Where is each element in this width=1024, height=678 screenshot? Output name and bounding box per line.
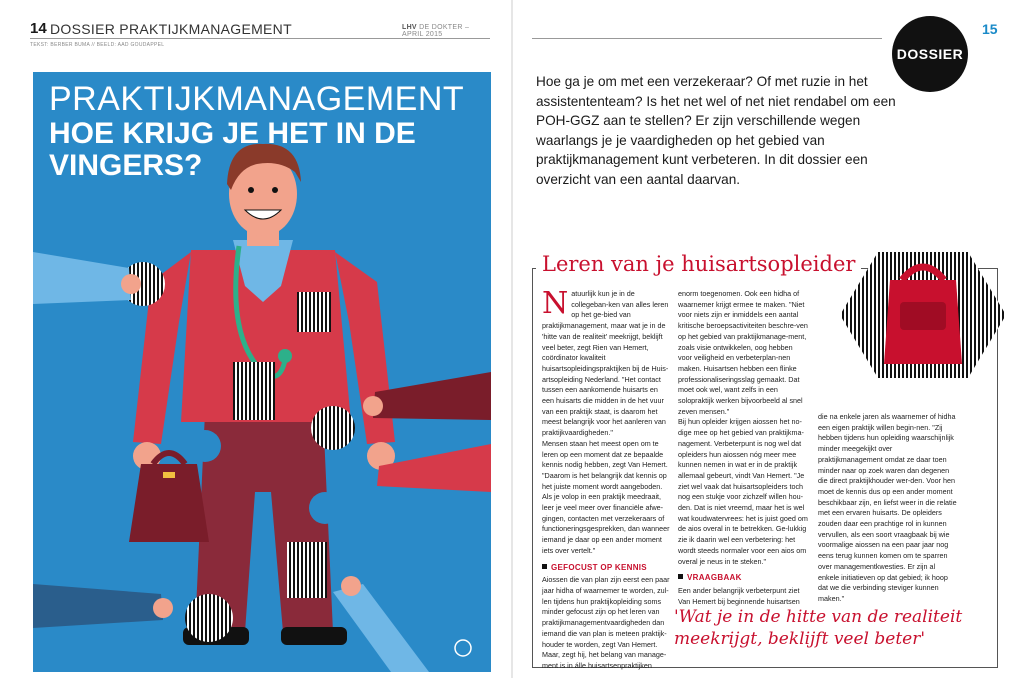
left-header — [30, 20, 490, 40]
g-logo-icon — [455, 640, 471, 656]
article-paragraph — [542, 286, 670, 439]
header-rule-right — [532, 38, 882, 39]
subhead-gefocust-label: GEFOCUST OP KENNIS — [551, 562, 647, 572]
subhead-vraagbaak — [678, 573, 808, 584]
cover-kicker: PRAKTIJKMANAGEMENT — [49, 80, 465, 118]
page-number-right: 15 — [982, 21, 998, 37]
col2-p3: Een ander belangrijk verbeterpunt ziet Van Hemert bij beginnende huisartsen — [678, 585, 800, 606]
page-number-left: 14 — [30, 20, 47, 37]
subhead-vraagbaak-label: VRAAGBAAK — [687, 573, 742, 583]
cover-headline: HOE KRIJG JE HET IN DE VINGERS? — [49, 117, 416, 182]
magazine-issue: DE DOKTER – APRIL 2015 — [402, 24, 470, 38]
bullet-square-icon — [542, 564, 547, 569]
article-title: Leren van je huisartsopleider — [536, 252, 861, 276]
col1-p3: Aiossen die van plan zijn eerst een paar jaar hidha of waarnemer te worden, zul-len tijdens hun praktijkopleiding soms minder gefocust zijn op het leren van praktijkmanagementvaardigheden dan iemand die van plan is meteen praktijk-houder te worden, zegt Van Hemert. Maar, zegt hij, het belang van manage-ment is in álle huisartsenpraktijken — [542, 575, 670, 670]
magazine-info — [402, 24, 490, 38]
backpack-hexagon-icon — [838, 250, 1008, 380]
bullet-square-icon — [678, 574, 683, 579]
magazine-name: LHV — [402, 24, 417, 31]
subhead-gefocust — [542, 563, 670, 574]
col2-p2: Bij hun opleider krijgen aiossen het no-dige mee op het gebied van praktijkma-nagement. Verbeterpunt is nog wel dat opleiders hun aiossen nóg meer mee kunnen nemen in wat er in de praktijk allemaal gebeurt, vindt Van Hemert. "Je ziet wel vaak dat huisartsopleiders toch nog een stukje voor zichzelf willen hou-den. Dat is niet vreemd, maar het is wel wat koudwatervrees: het is juist goed om de aios overal in te betrekken. Ge-lukkig zie ik daarin wel een verbetering: het wordt steeds normaler voor een aios om overal je neus in te steken." — [678, 417, 808, 566]
cover-panel — [33, 72, 491, 672]
article-column-2 — [678, 289, 808, 607]
intro-paragraph: Hoe ga je om met een verzekeraar? Of met ruzie in het assistententeam? Is het net wel of net niet rendabel om een POH-GGZ aan te stellen? Er zijn verschillende wegen waarlangs je je vaardigheden op het gebied van praktijkmanagement kunt verbeteren. In dit dossier een overzicht van een aantal daarvan. — [536, 74, 896, 187]
col2-p1: enorm toegenomen. Ook een hidha of waarnemer krijgt ermee te maken. "Niet voor niets zijn er inmiddels een aantal kritische beroepsactiviteiten beschre-ven op het gebied van praktijkmanage-ment, zoals visie ontwikkelen, oog hebben voor veiligheid en verbeterplan-nen maken. Huisartsen hebben een flinke professionaliseringsslag gemaakt. Dat moet ook wel, want zelfs in een solopraktijk werken bijvoorbeeld al snel zeven mensen." — [678, 289, 808, 416]
credits: TEKST: BERBER BUMA // BEELD: AAD GOUDAPPEL — [30, 42, 165, 48]
article-column-3 — [818, 412, 958, 605]
section-title: DOSSIER PRAKTIJKMANAGEMENT — [50, 21, 292, 37]
right-page — [512, 0, 1024, 678]
col1-p1: atuurlijk kun je in de collegeban-ken van alles leren op het ge-bied van praktijkmanagement, maar wat je in de 'hitte van de realiteit' meekrijgt, beklijft veel beter, zegt Rien van Hemert, coördinator kwaliteit huisartsopleidingspraktijken bij de Huis-artsopleiding Nederland. "Het contact tussen een aankomende huisarts en een huisarts die midden in de het vuur van een praktijk staat, is daarom het meest belangrijk voor het aanleren van praktijkvaardigheden." — [542, 289, 669, 438]
article-column-1 — [542, 286, 670, 672]
col3-p1: die na enkele jaren als waarnemer of hidha een eigen praktijk willen begin-nen. "Zij hebben tijdens hun opleiding waarschijnlijk minder meegekijkt over praktijkmanagement omdat ze daar toen minder naar op zoek waren dan degenen die direct praktijkhouder wer-den. Voor hen moet de kennis dus op een ander moment beschikbaar zijn, en liefst weer in die relatie met een ervaren huisarts. De opleiders zouden daar een prachtige rol in kunnen vervullen, als een soort vraagbaak bij wie voormalige aiossen na een paar jaar nog eens terug kunnen komen om te sparren over managementkwesties. Er zijn al enkele initiatieven op dat gebied; ik hoop dat we die verbinding steviger kunnen maken." — [818, 412, 957, 603]
header-rule — [30, 38, 490, 39]
pull-quote: 'Wat je in de hitte van de realiteit meekrijgt, beklijft veel beter' — [674, 607, 963, 649]
col1-p2: Mensen staan het meest open om te leren op een moment dat ze bepaalde kennis nodig hebben, zegt Van Hemert. "Daarom is het belangrijk dat kennis op het juiste moment wordt aangeboden. Als je volop in een praktijk meedraait, leer je veel meer over financiële afwe-gingen, contacten met verzekeraars of functioneringsgesprekken, dan wanneer iemand je daar op een ander moment iets over vertelt." — [542, 438, 670, 555]
dropcap: N — [542, 286, 569, 321]
dossier-badge: DOSSIER — [892, 16, 968, 92]
